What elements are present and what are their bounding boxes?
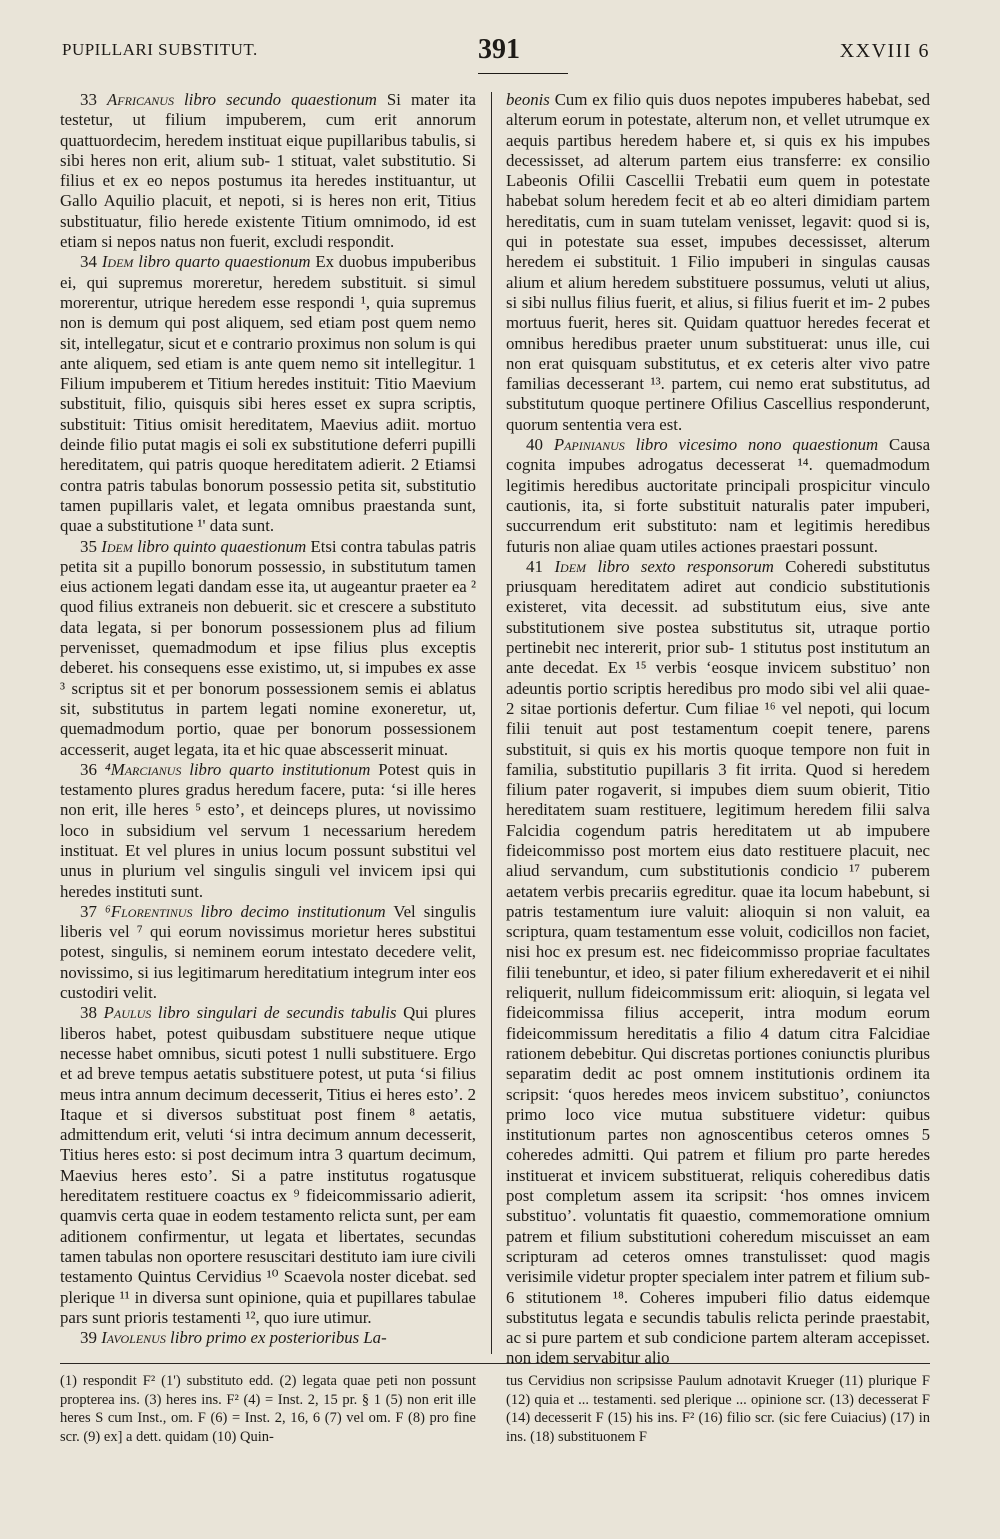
footnotes-right	[506, 1372, 930, 1512]
jurist-name: Iavolenus	[101, 1328, 166, 1348]
source-work: libro quarto quaestionum	[138, 252, 311, 272]
source-work: libro quinto quaestionum	[137, 536, 307, 556]
page-number: 391	[478, 34, 520, 65]
fragment-paragraph	[60, 252, 476, 536]
jurist-name: ⁶Florentinus	[105, 901, 193, 921]
footnotes-left	[60, 1372, 476, 1512]
jurist-name: Idem	[101, 252, 134, 272]
source-work: beonis	[506, 90, 550, 109]
fragment-paragraph	[60, 1003, 476, 1328]
fragment-paragraph	[506, 435, 930, 557]
fragment-paragraph	[60, 1328, 476, 1348]
fragment-number: 39	[80, 1328, 97, 1348]
column-divider	[491, 92, 492, 1354]
source-work: libro singulari de secundis tabulis	[157, 1003, 397, 1023]
fragment-paragraph	[60, 90, 476, 252]
fragment-number: 33	[80, 90, 97, 109]
fragment-text: Cum ex filio quis duos nepotes impuberes habebat, sed alterum eorum in potestate, alterum non, et vellet utrumque ex aequis partibus heredem habere et, si quis ex his impubes decessisset, ad alterum partem eius transferre: ex consilio Labeonis Ofilii Cascellii Trebatii eum quem in potestate habebat solum heredem fecit et ab eo alteri dimidiam partem hereditatis, cum in suam tutelam venisset, legavit: quod si is, qui in potestate sua esset, impubes decessisset, alterum heredem ei substituit. 1 Filio impuberi in singulas causas alium et alium heredem substituere possumus, veluti ut alius, si sibi nullus filius fuerit, et alius, si filius fuerit et im- 2 pubes mortuus fuerit, heres sit. Quidam quattuor heredes fecerat et omnibus heredibus praeter unum substituerat: unus ille, cui non erat quisquam substitutus, et ex ceteris alter vivo patre familias decesserant ¹³. partem, cui nemo erat substitutus, ad substitutum quoque pertinere Ofilius Cascellius responderunt, quorum sententia vera est.	[506, 90, 930, 434]
fragment-number: 36	[80, 759, 97, 779]
fragment-number: 34	[80, 252, 97, 272]
fragment-paragraph	[60, 760, 476, 902]
fragment-text: Vel singulis liberis vel ⁷ qui eorum novissimus morietur heres substitui potest, singulis, si neminem eorum intestato decedere velit, novissimo, si ius legitimarum hereditatium integrum inter eos custodiri velit.	[60, 901, 476, 1003]
source-work: libro vicesimo nono quaestionum	[635, 435, 879, 455]
source-work: libro sexto responsorum	[597, 556, 774, 576]
right-column	[506, 90, 931, 1368]
fragment-number: 41	[526, 556, 543, 576]
fragment-paragraph	[60, 537, 476, 760]
fragment-number: 35	[80, 536, 97, 556]
fragment-text: Si mater ita testetur, ut filium impuberem, cum erit annorum quattuordecim, heredem instituat eique pupillaribus tabulis, si sibi heres non erit, alium sub- 1 stituat, valet substitutio. Si filius et ex eo nepos postumus ita heredes instituantur, ut Gallo Aquilio placuit, et nepoti, si is heres non erit, Titius substituatur, filio herede existente Titium omnimodo, id est etiam si nepos natus non fuerit, excludi respondit.	[60, 90, 476, 252]
source-work: libro secundo quaestionum	[184, 90, 377, 109]
jurist-name: Idem	[554, 556, 587, 576]
footnote-text: tus Cervidius non scripsisse Paulum adnotavit Krueger (11) plurique F (12) quia et ... testamenti. sed plerique ... opinione scr. (13) decesserat F (14) decesserit F (15) his ins. F² (16) filio scr. (sic fere Cuiacius) (17) in ins. (18) substituonem F	[506, 1373, 930, 1445]
jurist-name: Africanus	[107, 90, 174, 109]
fragment-paragraph	[60, 902, 476, 1003]
fragment-text: Qui plures liberos habet, potest quibusdam substituere neque utique necesse habet omnibus, sicuti potest 1 nulli substituere. Ergo et ad breve tempus aetatis substituere potest, ut puta ‘si filius meus intra annum decimum decesserit, Titius ei heres esto’. 2 Itaque et si diversos substituat post finem ⁸ aetatis, admittendum erit, veluti ‘si intra decimum annum decesserit, Titius heres esto: si post decimum intra 3 quartum decimum, Maevius heres esto’. Si a patre institutus rogatusque hereditatem restituere coactus ex ⁹ fideicommissario adierit, quamvis certa quae in eodem testamento relicta sunt, per eam aditionem confirmentur, ut legata et libertates, secundas tamen tabulas non oportere resuscitari destituto iam iure civili testamento Quintus Cervidius ¹⁰ Scaevola noster dicebat. sed plerique ¹¹ in diversa sunt opinione, quia et pupillares tabulae pars sunt prioris testamenti ¹², quo iure utimur.	[60, 1003, 476, 1327]
fragment-number: 37	[80, 901, 97, 921]
fragment-paragraph	[506, 557, 930, 1369]
running-head-left: PUPILLARI SUBSTITUT.	[62, 40, 258, 59]
source-work: libro decimo institutionum	[200, 901, 386, 921]
footnote-text: (1) respondit F² (1') substituto edd. (2) legata quae peti non possunt propterea ins. (3) heres ins. F² (4) = Inst. 2, 15 pr. § 1 (5) non erit ille heres S cum Inst., om. F (6) = Inst. 2, 16, 6 (7) vel om. F (8) pro fine scr. (9) ex] a dett. quidam (10) Quin-	[60, 1373, 476, 1445]
fragment-text: Coheredi substitutus priusquam hereditatem adiret aut condicio substitutionis existeret, vita decessit. ad substitutum eius, sive ante substitutionem sive postea substitutus sit, utraque portio pertinebit nec intererit, prior sub- 1 stitutus post institutum an ante decedat. Ex ¹⁵ verbis ‘eosque invicem substituo’ non adeuntis portio scriptis heredibus pro modo sibi vel alii quae- 2 sitae portionis defertur. Cum filiae ¹⁶ vel nepoti, qui locum filii tenuit aut post testamentum coepit tenere, parens substituit, si quis ex his mortis quoque tempore non fuit in familia, substitutio pupillaris 3 fit irrita. Quod si heredem filium pater rogaverit, si impubes diem suum obierit, Titio hereditatem suam restituere, legitimum heredem filii salva Falcidia cogendum patris hereditatem ut ab impubere fideicommisso post mortem eius dato restituere placuit, nec aliud servandum, cum substitutionis condicio ¹⁷ puberem aetatem verbis precariis egreditur. quae ita locum habebunt, si patris testamentum iure valuit: alioquin si non valuit, ea scriptura, quam testamentum esse voluit, codicillos non faciet, nisi hoc ex presum est. nec fideicommisso propriae facultates filii tenebuntur, et ideo, si pater filium exheredaverit et ei nihil reliquerit, nullum fideicommissum erit: alioquin, si legata vel fideicommissa filius acceperit, intra modum eorum fideicommissum hereditatis a filio 4 datum citra Falcidiae rationem debebitur. Qui discretas portiones coniunctis pluribus separatim dedit ac post omnem institutionis ordinem ita scripsit: ‘quos heredes meos invicem substituo’, coniunctos primo loco vice mutua substituere videtur: quibus institutionum partes non agnoscentibus ceteros omnes 5 coheredes admitti. Qui patrem et filium pro parte heredes instituerat et invicem substituerat, reliquis coheredibus datis post completum assem ita scripsit: ‘hos omnes invicem substituo’. voluntatis fit quaestio, commemoratione omnium patrem et filium substitutioni coheredum miscuisset an eam scripturam ad ceteros omnes transtulisset: quod magis verisimile videtur propter specialem inter patrem et filium sub- 6 stitutionem ¹⁸. Coheres impuberi filio datus eidemque substitutus legata e secundis tabulis relicta perinde praestabit, ac si pure partem et sub condicione partem alteram accepisset. non idem servabitur alio	[506, 556, 931, 1368]
fragment-text: Ex duobus impuberibus ei, qui supremus moreretur, heredem substituit. si simul morerentur, utrique heredem esse respondi ¹, quia supremus non is demum qui post aliquem, sed etiam post quem nemo sit, intellegatur, sicut et e contrario proximus non solum is qui ante aliquem, sed etiam is ante quem nemo sit intellegitur. 1 Filium impuberem et Titium heredes instituit: Titio Maevium substituit, filio, quisquis sibi heres esset ex supra scriptis, substituit: Titius omisit hereditatem, Maevius adiit. mortuo deinde filio putat magis ei soli ex substitutione deferri pupilli hereditatem, qui patris quoque hereditatem adierit. 2 Etiamsi contra patris tabulas bonorum possessio petita sit, substitutio tamen pupillaris valet, et legata omnibus praestanda sunt, quae a substitutione ¹' data sunt.	[60, 252, 477, 536]
jurist-name: Paulus	[103, 1003, 152, 1023]
source-work: libro primo ex posterioribus La-	[170, 1328, 387, 1348]
fragment-number: 38	[80, 1003, 97, 1023]
fragment-text: Potest quis in testamento plures gradus heredum facere, puta: ‘si ille heres non erit, ille heres ⁵ esto’, et deinceps plures, ut novissimo loco in subsidium vel servum 1 necessarium heredem instituat. Et vel plures in unius locum possunt substitui vel unus in plurium vel singulis singuli vel invicem ipsi qui heredes instituti sunt.	[60, 759, 476, 901]
header-rule	[478, 73, 568, 74]
fragment-paragraph	[506, 90, 930, 435]
fragment-number: 40	[526, 435, 543, 455]
running-head-right: XXVIII 6	[839, 40, 930, 62]
source-work: libro quarto institutionum	[189, 759, 371, 779]
footnote-rule	[60, 1363, 930, 1364]
jurist-name: ⁴Marcianus	[104, 759, 182, 779]
jurist-name: Idem	[101, 536, 133, 556]
jurist-name: Papinianus	[553, 435, 625, 455]
fragment-text: Causa cognita impubes adrogatus decesserat ¹⁴. quemadmodum legitimis heredibus auctoritate principali prospicitur vinculo cautionis, ita, si forte substituit naturalis pater impuberi, succurrendum erit substituto: nam et legitimis heredibus futuris non aliae quam utiles actiones praestari possunt.	[506, 435, 931, 556]
left-column	[60, 90, 476, 1350]
fragment-text: Etsi contra tabulas patris petita sit a pupillo bonorum possessio, in substitutum tamen eius actionem legati dandam esse ita, ut augeantur praeter ea ² quod filius extraneis non debuerit. sic et crescere a substituto data legata, si per bonorum possessionem plus ad filium pervenisset, quemadmodum et ipse filius plus exceptis deberet. his consequens esse existimo, ut, si impubes ex asse ³ scriptus sit et per bonorum possessionem semis ei ablatus sit, substitutus in partem legati nomine exoneretur, ut, quemadmodum portio, quae per bonorum possessionem accesserit, auget legata, ita et hic quae abscesserit minuat.	[60, 536, 476, 759]
